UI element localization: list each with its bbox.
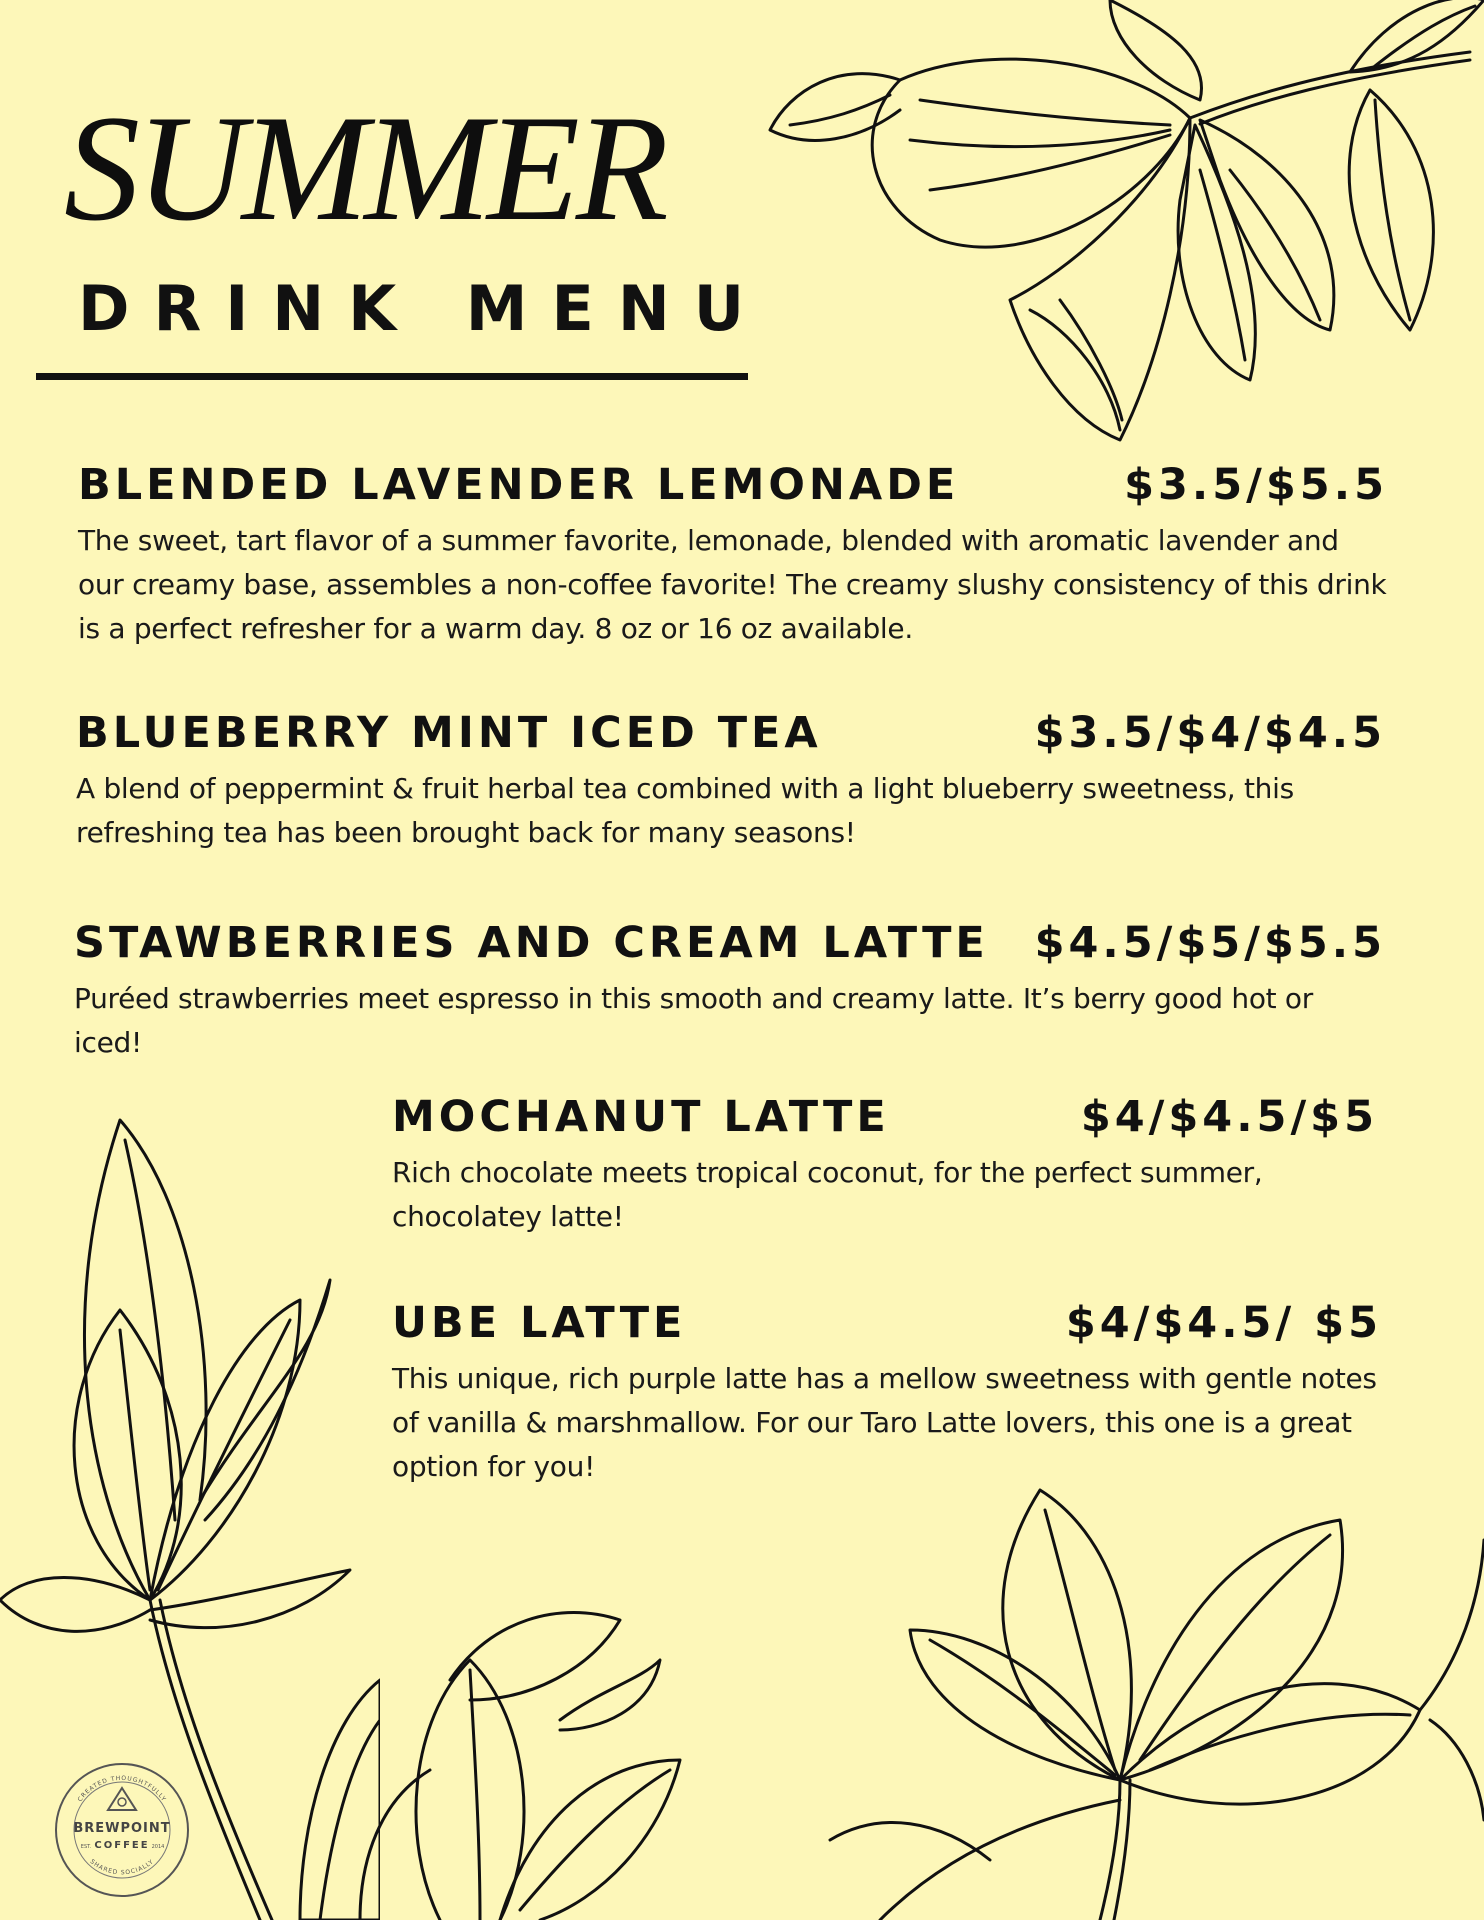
menu-item-description: Puréed strawberries meet espresso in this smooth and creamy latte. It’s berry good hot or iced! — [74, 982, 1313, 1060]
menu-item-ube-latte — [392, 1300, 1382, 1489]
menu-subtitle: DRINK MENU — [78, 272, 769, 345]
brewpoint-logo — [52, 1760, 192, 1900]
flower-illustration-top-right — [730, 0, 1484, 450]
logo-bottom-arc: SHARED SOCIALLY — [88, 1858, 156, 1877]
svg-text:SHARED SOCIALLY — [89, 1858, 156, 1876]
flower-illustration-bottom-center — [300, 1560, 720, 1920]
menu-item-name: BLUEBERRY MINT ICED TEA — [76, 708, 822, 758]
menu-item-lavender-lemonade — [78, 462, 1388, 651]
logo-est: EST. — [80, 1844, 92, 1850]
menu-item-name: STAWBERRIES AND CREAM LATTE — [74, 918, 989, 968]
menu-item-description: The sweet, tart flavor of a summer favorite, lemonade, blended with aromatic lavender and our creamy base, assembles a non-coffee favorite! The creamy slushy consistency of this drink is a perfect refresher for a warm day. 8 oz or 16 oz available. — [78, 524, 1387, 646]
menu-item-description: This unique, rich purple latte has a mellow sweetness with gentle notes of vanilla & marshmallow. For our Taro Latte lovers, this one is a great option for you! — [392, 1362, 1377, 1484]
menu-item-price: $4.5/$5/$5.5 — [1034, 918, 1386, 968]
menu-item-header — [74, 920, 1386, 967]
menu-item-strawberries-cream-latte — [74, 920, 1386, 1065]
menu-item-mochanut-latte — [392, 1094, 1378, 1239]
logo-top-arc: CREATED THOUGHTFULLY — [76, 1774, 168, 1804]
menu-item-header — [78, 462, 1388, 509]
menu-item-name: BLENDED LAVENDER LEMONADE — [78, 460, 960, 510]
menu-item-description: A blend of peppermint & fruit herbal tea combined with a light blueberry sweetness, this refreshing tea has been brought back for many seasons! — [76, 772, 1294, 850]
menu-item-price: $3.5/$5.5 — [1124, 460, 1388, 510]
menu-item-header — [392, 1300, 1382, 1347]
logo-sub: COFFEE — [94, 1840, 150, 1851]
logo-brand: BREWPOINT — [73, 1821, 171, 1836]
menu-item-header — [76, 710, 1386, 757]
logo-year: 2014 — [151, 1844, 165, 1850]
flower-illustration-bottom-right — [820, 1480, 1484, 1920]
title-divider — [36, 373, 748, 380]
menu-item-name: MOCHANUT LATTE — [392, 1092, 890, 1142]
menu-item-name: UBE LATTE — [392, 1298, 687, 1348]
menu-item-header — [392, 1094, 1378, 1141]
menu-item-blueberry-mint-iced-tea — [76, 710, 1386, 855]
menu-item-price: $4/$4.5/$5 — [1080, 1092, 1378, 1142]
menu-item-price: $4/$4.5/ $5 — [1065, 1298, 1382, 1348]
menu-title: SUMMER — [64, 84, 665, 252]
menu-item-description: Rich chocolate meets tropical coconut, for the perfect summer, chocolatey latte! — [392, 1156, 1263, 1234]
menu-item-price: $3.5/$4/$4.5 — [1034, 708, 1386, 758]
